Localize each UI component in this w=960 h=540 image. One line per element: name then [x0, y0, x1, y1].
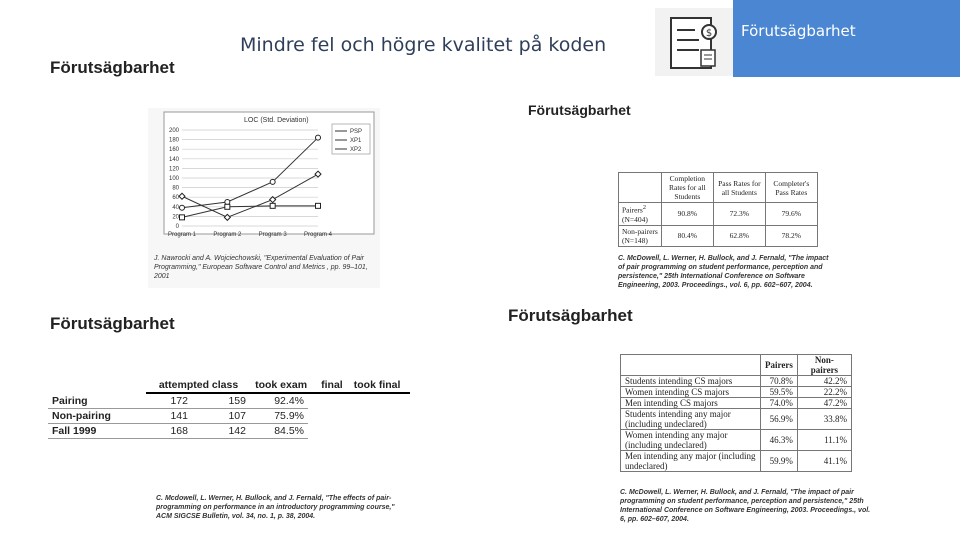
- row-label: Fall 1999: [48, 424, 134, 439]
- document-dollar-icon: [655, 8, 733, 76]
- data-point: [180, 215, 185, 220]
- table-cell: 107: [192, 409, 250, 424]
- table-row: [48, 409, 308, 424]
- chart-title: LOC (Std. Deviation): [244, 117, 309, 124]
- table-cell: 92.4%: [250, 394, 308, 409]
- x-tick-label: Program 2: [213, 232, 242, 238]
- row-label: Pairing: [48, 394, 134, 409]
- y-tick-label: 20: [172, 214, 179, 221]
- table-cell: 159: [192, 394, 250, 409]
- row-label-n: (N=404): [622, 214, 648, 224]
- chart-panel: [148, 108, 380, 288]
- row-label-n: (N=148): [622, 235, 648, 245]
- row-label-sup: 2: [642, 204, 646, 211]
- table-cell: 72.3%: [713, 203, 765, 226]
- legend-label: PSP: [350, 129, 363, 135]
- loc-line-chart: [148, 108, 380, 248]
- table-cell: 59.9%: [761, 451, 798, 472]
- row-label-text: Non-pairers: [622, 226, 658, 236]
- table-cell: 59.5%: [761, 387, 798, 398]
- x-tick-label: Program 3: [258, 232, 287, 238]
- svg-text:$: $: [705, 28, 713, 39]
- y-tick-label: 60: [172, 195, 179, 202]
- rates-panel: [614, 170, 834, 288]
- table-cell: 42.2%: [797, 376, 851, 387]
- table-cell: 79.6%: [765, 203, 817, 226]
- table-header: [621, 355, 761, 376]
- y-tick-label: 0: [175, 224, 179, 230]
- x-tick-label: Program 1: [167, 232, 197, 238]
- row-label: Students intending any major (including undeclared): [621, 409, 761, 430]
- x-tick-label: Program 4: [303, 232, 333, 238]
- table-cell: 33.8%: [797, 409, 851, 430]
- table-cell: 41.1%: [797, 451, 851, 472]
- table-cell: 22.2%: [797, 387, 851, 398]
- row-label: Men intending any major (including undeclared): [621, 451, 761, 472]
- table-header-row: [146, 378, 410, 393]
- row-label: Women intending CS majors: [621, 387, 761, 398]
- table-cell: 141: [134, 409, 192, 424]
- chart-citation: J. Nawrocki and A. Wojciechowski, "Experimental Evaluation of Pair Programming," European Software Control and Metrics , pp. 99–101, 2001: [154, 255, 368, 280]
- table-cell: 75.9%: [250, 409, 308, 424]
- table-header: Pass Rates for all Students: [713, 173, 765, 203]
- table-header: attempted class: [155, 378, 251, 393]
- table-row: [619, 203, 818, 226]
- table-row: [621, 409, 852, 430]
- data-point: [180, 205, 185, 210]
- table-cell: 46.3%: [761, 430, 798, 451]
- majors-panel: [504, 354, 874, 526]
- data-point: [225, 204, 230, 209]
- rates-table: [618, 172, 818, 247]
- table-header: took exam: [251, 378, 317, 393]
- table-header: Pairers: [761, 355, 798, 376]
- table-cell: 84.5%: [250, 424, 308, 439]
- table-cell: 56.9%: [761, 409, 798, 430]
- table-header-row: [619, 173, 818, 203]
- table-row: [619, 225, 818, 246]
- exam-table: [146, 378, 410, 394]
- table-cell: 62.8%: [713, 225, 765, 246]
- table-cell: 74.0%: [761, 398, 798, 409]
- row-label: [619, 203, 662, 226]
- table-header: Completion Rates for all Students: [661, 173, 713, 203]
- data-point: [316, 203, 321, 208]
- row-label: Women intending any major (including undeclared): [621, 430, 761, 451]
- row-label: Non-pairing: [48, 409, 134, 424]
- panel2-title: Förutsägbarhet: [50, 314, 175, 333]
- table-cell: 168: [134, 424, 192, 439]
- data-point: [316, 135, 321, 140]
- table-cell: 142: [192, 424, 250, 439]
- data-point: [225, 200, 230, 205]
- row-label-text: Pairers: [622, 205, 643, 215]
- panel1-title: Förutsägbarhet: [528, 102, 631, 118]
- rates-citation: C. McDowell, L. Werner, H. Bullock, and J. Fernald, "The impact of pair programming on student performance, perception and persistence," 25th International Conference on Software Engineering, 2003. Proceedings., vol. 6, pp. 602–607, 2004.: [618, 255, 829, 289]
- table-row: [621, 451, 852, 472]
- table-cell: 47.2%: [797, 398, 851, 409]
- exam-citation: C. Mcdowell, L. Werner, H. Bullock, and J. Fernald, "The effects of pair-programming on performance in an introductory programming course," ACM SIGCSE Bulletin, vol. 34, no. 1, p. 38, 2004.: [156, 495, 395, 520]
- table-cell: 80.4%: [661, 225, 713, 246]
- table-header-row: [621, 355, 852, 376]
- y-tick-label: 160: [168, 147, 179, 154]
- legend-label: XP2: [350, 147, 362, 153]
- y-tick-label: 80: [172, 185, 179, 192]
- table-row: [48, 424, 308, 439]
- table-header: Non-pairers: [797, 355, 851, 376]
- exam-table-body: [48, 394, 308, 439]
- table-header: [619, 173, 662, 203]
- table-cell: 90.8%: [661, 203, 713, 226]
- table-header: final: [317, 378, 350, 393]
- row-label: Students intending CS majors: [621, 376, 761, 387]
- table-row: [621, 398, 852, 409]
- table-row: [621, 376, 852, 387]
- y-tick-label: 120: [168, 166, 179, 173]
- y-tick-label: 100: [168, 176, 179, 182]
- table-row: [621, 430, 852, 451]
- y-tick-label: 200: [168, 128, 179, 134]
- slide-title: Mindre fel och högre kvalitet på koden: [240, 34, 607, 56]
- data-point: [270, 179, 275, 184]
- y-tick-label: 140: [168, 156, 179, 163]
- table-header: took final: [350, 378, 410, 393]
- table-row: [621, 387, 852, 398]
- table-header: [146, 378, 155, 393]
- y-tick-label: 40: [172, 204, 179, 211]
- table-cell: 172: [134, 394, 192, 409]
- majors-table: [620, 354, 852, 472]
- table-cell: 70.8%: [761, 376, 798, 387]
- legend-label: XP1: [350, 138, 362, 144]
- panel3-title: Förutsägbarhet: [508, 306, 633, 325]
- table-cell: 11.1%: [797, 430, 851, 451]
- row-label: [619, 225, 662, 246]
- table-cell: 78.2%: [765, 225, 817, 246]
- table-header: Completer's Pass Rates: [765, 173, 817, 203]
- exam-panel: [46, 378, 414, 526]
- data-point: [270, 203, 275, 208]
- left-title: Förutsägbarhet: [50, 58, 175, 77]
- majors-citation: C. McDowell, L. Werner, H. Bullock, and J. Fernald, "The impact of pair programming on student performance, perception and persistence," 25th International Conference on Software Engineering, 2003. Proceedings., vol. 6, pp. 602–607, 2004.: [620, 489, 871, 523]
- y-tick-label: 180: [168, 137, 179, 144]
- table-row: [48, 394, 308, 409]
- banner-title: Förutsägbarhet: [733, 0, 960, 77]
- row-label: Men intending CS majors: [621, 398, 761, 409]
